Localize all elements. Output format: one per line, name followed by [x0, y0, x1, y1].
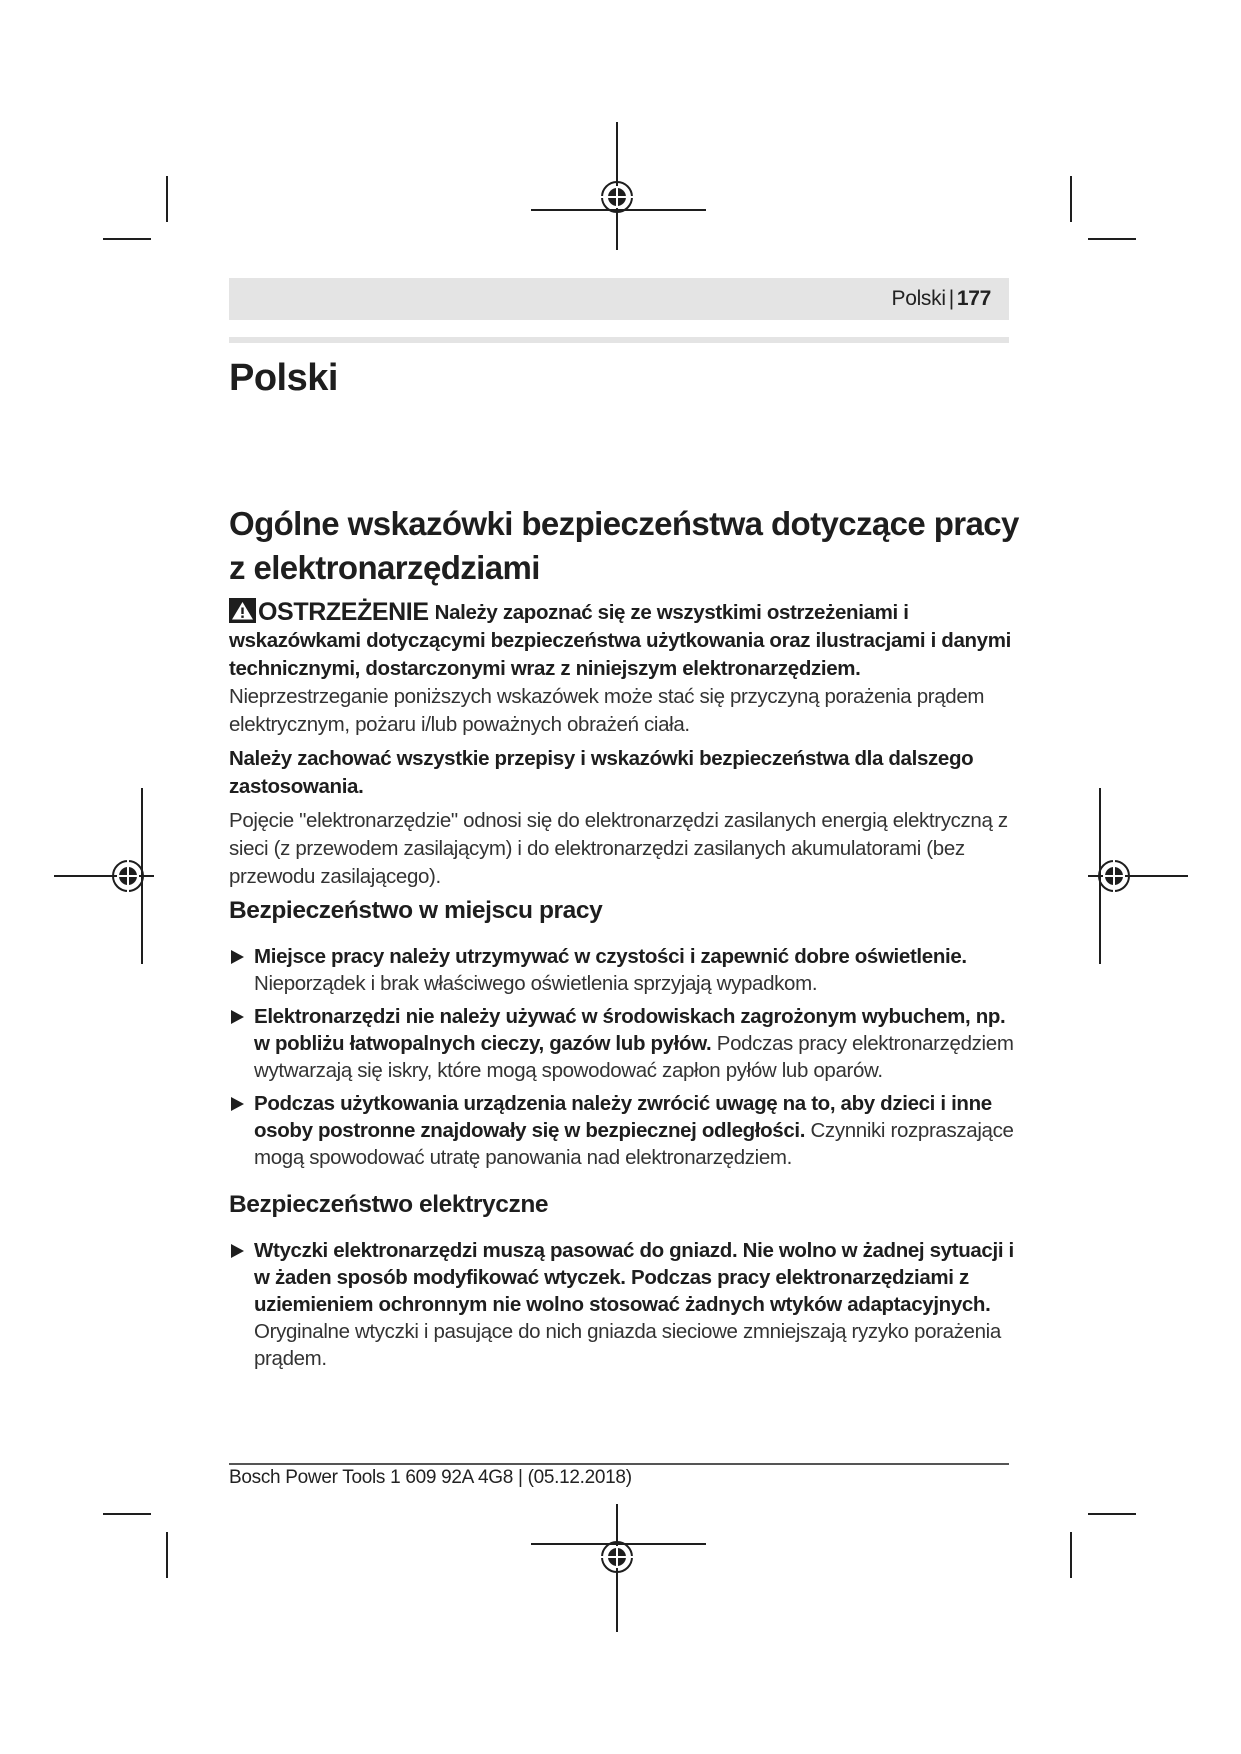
registration-mark-icon [531, 122, 706, 250]
crop-mark [1070, 176, 1072, 222]
intro-section [229, 598, 1019, 897]
keep-instructions: Należy zachować wszystkie przepisy i wskazówki bezpieczeństwa dla dalszego zastosowania. [229, 747, 974, 798]
list-item [229, 1003, 1019, 1084]
workplace-heading: Bezpieczeństwo w miejscu pracy [229, 897, 603, 924]
list-item [229, 1237, 1019, 1372]
warning-paragraph [229, 598, 1019, 739]
electrical-list [229, 1237, 1019, 1378]
crop-mark [103, 238, 151, 240]
warning-bold-text: Należy zapoznać się ze wszystkimi ostrzeżeniami i wskazówkami dotyczącymi bezpieczeństwa użytkowania oraz ilustracjami i danymi technicznymi, dostarczonymi wraz z niniejszym elektronarzędziem. [229, 601, 1011, 680]
registration-mark-icon [54, 788, 154, 964]
crop-mark [1088, 238, 1136, 240]
item-normal-text: Podczas pracy elektronarzędziem wytwarzają się iskry, które mogą spowodować zapłon pyłów lub oparów. [254, 1032, 1014, 1082]
item-normal-text: Czynniki rozpraszające mogą spowodować utratę panowania nad elektronarzędziem. [254, 1119, 1014, 1169]
crop-mark [1088, 1513, 1136, 1515]
list-item [229, 943, 1019, 997]
workplace-list [229, 943, 1019, 1177]
footer-rule [229, 1463, 1009, 1465]
definition-paragraph: Pojęcie "elektronarzędzie" odnosi się do elektronarzędzi zasilanych energią elektryczną z sieci (z przewodem zasilającym) i do elektronarzędzi zasilanych akumulatorami (bez przewodu zasilającego). [229, 809, 1008, 888]
registration-mark-icon [1088, 788, 1188, 964]
registration-mark-icon [531, 1504, 706, 1632]
page-footer: Bosch Power Tools 1 609 92A 4G8 | (05.12.2018) [229, 1467, 632, 1488]
crop-mark [103, 1513, 151, 1515]
item-normal-text: Oryginalne wtyczki i pasujące do nich gniazda sieciowe zmniejszają ryzyko porażenia prądem. [254, 1320, 1001, 1370]
header-text [891, 287, 991, 311]
warning-label: OSTRZEŻENIE [258, 598, 429, 626]
main-heading: Ogólne wskazówki bezpieczeństwa dotyczące pracy z elektronarzędziami [229, 505, 1019, 586]
language-title: Polski [229, 357, 338, 399]
item-bold-text: Podczas użytkowania urządzenia należy zwrócić uwagę na to, aby dzieci i inne osoby postronne znajdowały się w bezpiecznej odległości. [254, 1092, 992, 1142]
item-bold-text: Elektronarzędzi nie należy używać w środowiskach zagrożonym wybuchem, np. w pobliżu łatwopalnych cieczy, gazów lub pyłów. [254, 1005, 1006, 1055]
electrical-heading: Bezpieczeństwo elektryczne [229, 1191, 549, 1218]
page-header [229, 278, 1009, 320]
item-bold-text: Wtyczki elektronarzędzi muszą pasować do gniazd. Nie wolno w żadnej sytuacji i w żaden sposób modyfikować wtyczek. Podczas pracy elektronarzędziami z uziemieniem ochronnym nie wolno stosować żadnych wtyków adaptacyjnych. [254, 1239, 1014, 1316]
warning-normal-text: Nieprzestrzeganie poniższych wskazówek może stać się przyczyną porażenia prądem elektrycznym, pożaru i/lub poważnych obrażeń ciała. [229, 685, 985, 736]
item-bold-text: Miejsce pracy należy utrzymywać w czystości i zapewnić dobre oświetlenie. [254, 945, 967, 968]
header-separator: | [948, 287, 954, 310]
crop-mark [166, 176, 168, 222]
header-section: Polski [891, 287, 946, 310]
crop-mark [166, 1532, 168, 1578]
warning-triangle-icon [229, 598, 256, 623]
list-item [229, 1090, 1019, 1171]
header-rule [229, 337, 1009, 343]
page-number: 177 [956, 287, 991, 310]
crop-mark [1070, 1532, 1072, 1578]
item-normal-text: Nieporządek i brak właściwego oświetlenia sprzyjają wypadkom. [254, 972, 818, 995]
